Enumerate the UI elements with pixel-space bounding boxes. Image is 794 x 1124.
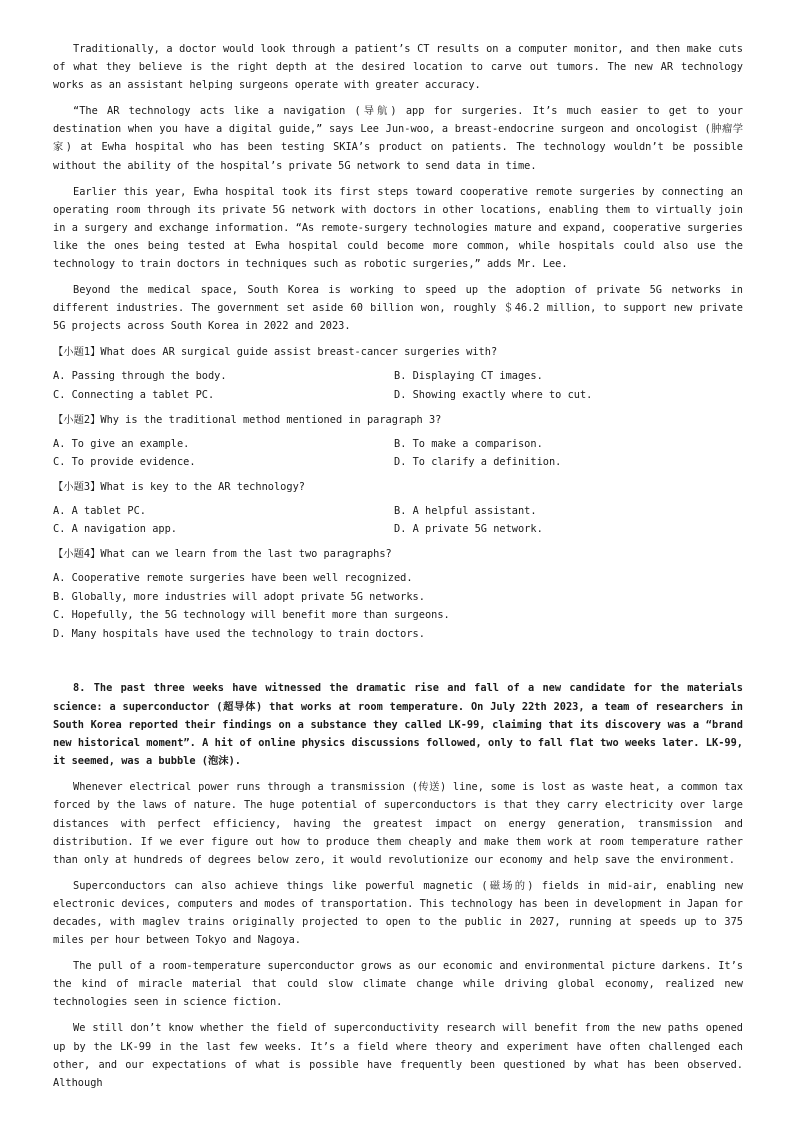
question-2-option-b: B. To make a comparison.: [394, 437, 543, 450]
passage-7-paragraph-3: Earlier this year, Ewha hospital took its first steps toward cooperative remote surgeries by connecting an operating room through its private 5G network with doctors in other locations, enabling them to virtually join in a surgery and exchange information. “As remote-surgery technologies mature and expand, cooperative surgeries like the ones being tested at Ewha hospital could become more common, while hospitals could also use the technology to train doctors in techniques such as robotic surgeries,” adds Mr. Lee.: [53, 185, 743, 271]
question-2-stem: 【小题2】Why is the traditional method mentioned in paragraph 3?: [53, 413, 442, 426]
passage-8-paragraph-2: Superconductors can also achieve things like powerful magnetic (磁场的) fields in mid-air, enabling new electronic devices, computers and modes of transportation. This technology has been in development in Japan for decades, with maglev trains originally projected to open to the public in 2027, running at speeds up to 375 miles per hour between Tokyo and Nagoya.: [53, 879, 743, 947]
passage-8-paragraph-1: Whenever electrical power runs through a transmission (传送) line, some is lost as waste heat, a common tax forced by the laws of nature. The huge potential of superconductors is that they carry electricity over large distances with perfect efficiency, having the greatest impact on energy generation, transmission and distribution. If we ever figure out how to produce them cheaply and make them work at room temperature rather than only at hundreds of degrees below zero, it would revolutionize our economy and help save the environment.: [53, 781, 743, 866]
question-4-option-a: A. Cooperative remote surgeries have been well recognized.: [53, 571, 413, 584]
question-4: [53, 545, 743, 643]
passage-8-intro: 8. The past three weeks have witnessed the dramatic rise and fall of a new candidate for the materials science: a superconductor (超导体) that works at room temperature. On July 22th 2023, a team of researchers in South Korea reported their findings on a substance they called LK-99, claiming that its discovery was a “brand new historical moment”. A hit of online physics discussions followed, only to fall flat two weeks later. LK-99, it seemed, was a bubble (泡沫).: [53, 682, 743, 768]
section-gap: [53, 649, 743, 679]
question-1: [53, 343, 743, 404]
question-3-option-d: D. A private 5G network.: [394, 523, 543, 536]
question-1-options: [53, 367, 743, 404]
question-3-option-c: C. A navigation app.: [53, 523, 177, 536]
question-2-option-a: A. To give an example.: [53, 437, 190, 450]
question-4-option-b: B. Globally, more industries will adopt private 5G networks.: [53, 590, 425, 603]
question-3-options: [53, 502, 743, 539]
question-3-stem: 【小题3】What is key to the AR technology?: [53, 480, 305, 493]
passage-7-paragraph-1: Traditionally, a doctor would look through a patient’s CT results on a computer monitor, and then make cuts of what they believe is the right depth at the desired location to carve out tumors. The new AR technology works as an assistant helping surgeons operate with greater accuracy.: [53, 43, 743, 92]
question-1-option-c: C. Connecting a tablet PC.: [53, 389, 215, 401]
question-2-options: [53, 435, 743, 472]
passage-8-paragraph-4: We still don’t know whether the field of superconductivity research will benefit from the new paths opened up by the LK-99 in the last few weeks. It’s a field where theory and experiment have often challenged each other, and our expectations of what is possible have frequently been questioned by what has been observed. Although: [53, 1022, 743, 1089]
passage-7-paragraph-4: Beyond the medical space, South Korea is working to speed up the adoption of private 5G networks in different industries. The government set aside 60 billion won, roughly ＄46.2 million, to support new private 5G projects across South Korea in 2022 and 2023.: [53, 284, 743, 333]
question-4-options: [53, 569, 743, 643]
passage-8: [53, 679, 743, 1092]
question-3-option-b: B. A helpful assistant.: [394, 504, 537, 517]
question-4-option-c: C. Hopefully, the 5G technology will benefit more than surgeons.: [53, 609, 450, 622]
passage-7: [53, 40, 743, 643]
passage-8-paragraph-3: The pull of a room-temperature superconductor grows as our economic and environmental picture darkens. It’s the kind of miracle material that could slow climate change while driving global economy, realized new technologies seen in science fiction.: [53, 960, 743, 1009]
question-2-option-c: C. To provide evidence.: [53, 456, 196, 469]
question-3: [53, 478, 743, 539]
question-4-option-d: D. Many hospitals have used the technology to train doctors.: [53, 627, 425, 640]
passage-7-paragraph-2: “The AR technology acts like a navigation (导航) app for surgeries. It’s much easier to get to your destination when you have a digital guide,” says Lee Jun-woo, a breast-endocrine surgeon and oncologist (肿瘤学家) at Ewha hospital who has been testing SKIA’s product on patients. The technology wouldn’t be possible without the ability of the hospital’s private 5G network to send data in time.: [53, 105, 743, 172]
question-2: [53, 411, 743, 472]
question-1-option-d: D. Showing exactly where to cut.: [394, 389, 593, 401]
question-1-option-b: B. Displaying CT images.: [394, 370, 543, 383]
question-4-stem: 【小题4】What can we learn from the last two paragraphs?: [53, 547, 392, 560]
question-1-stem: 【小题1】What does AR surgical guide assist breast-cancer surgeries with?: [53, 346, 498, 359]
question-2-option-d: D. To clarify a definition.: [394, 456, 562, 469]
document-page: [53, 40, 743, 1100]
question-1-option-a: A. Passing through the body.: [53, 370, 227, 383]
question-3-option-a: A. A tablet PC.: [53, 504, 146, 517]
